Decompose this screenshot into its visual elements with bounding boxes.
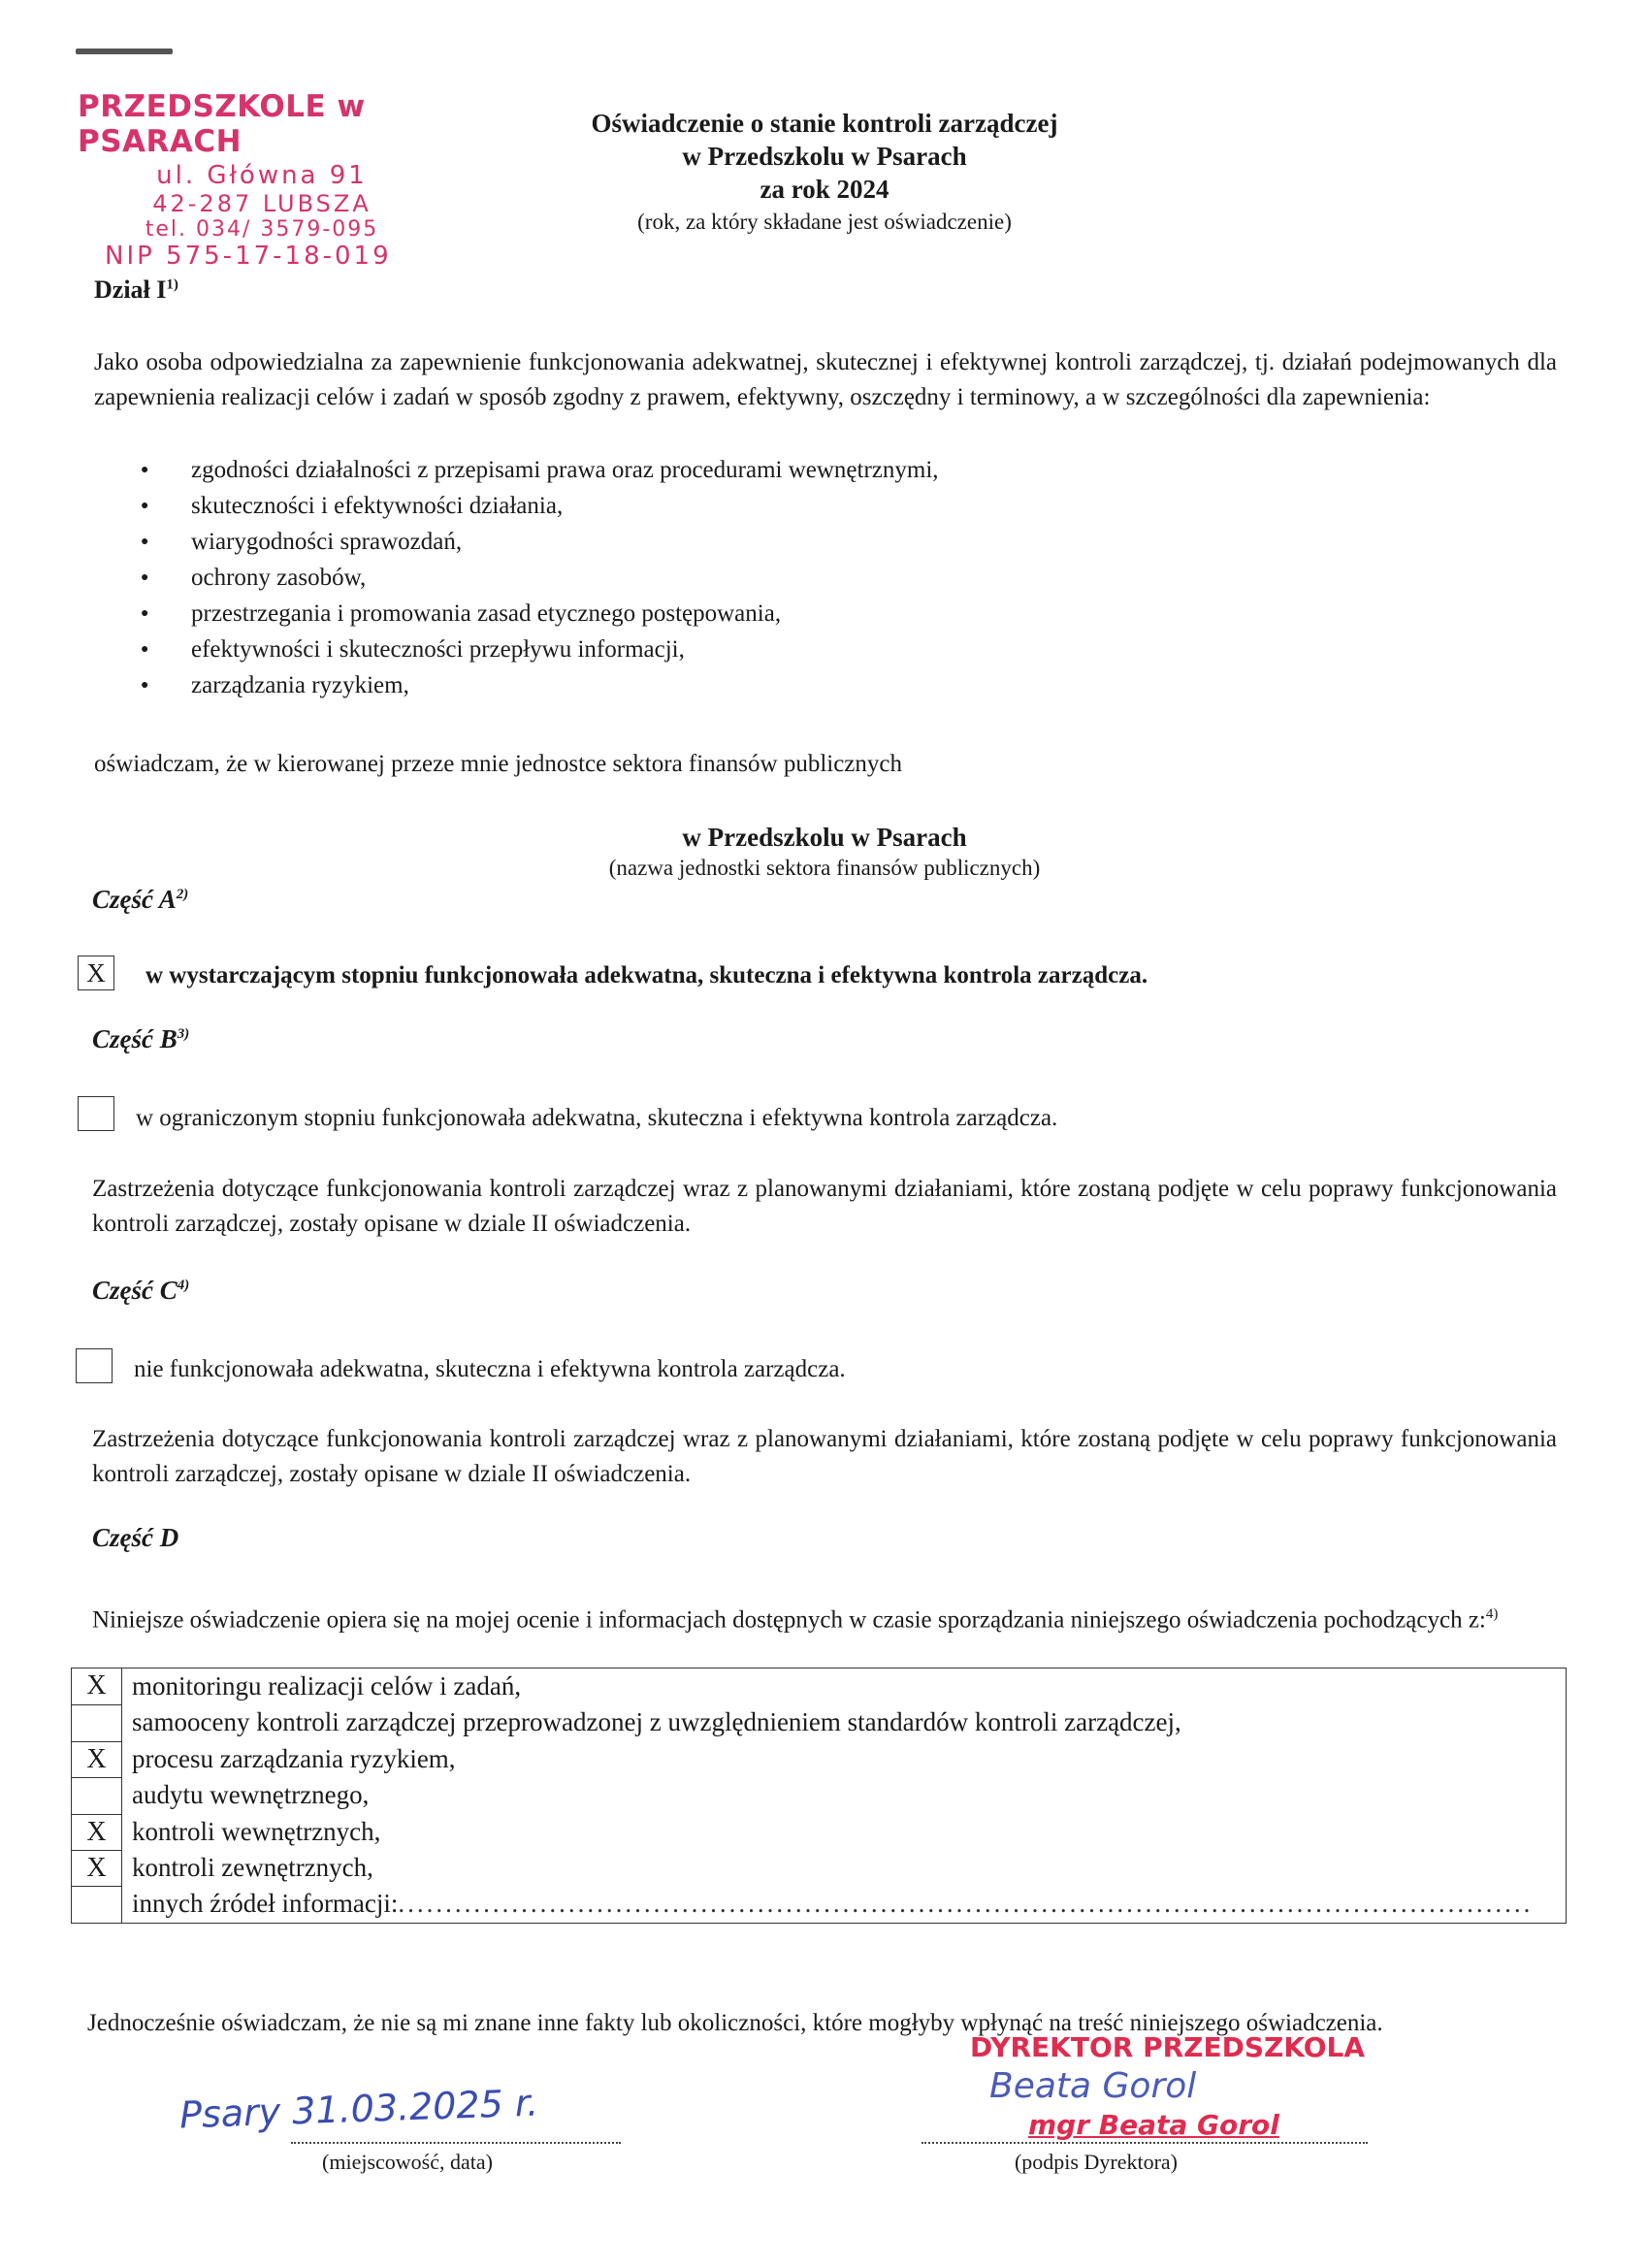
- source-checkbox[interactable]: X: [72, 1850, 122, 1886]
- closing-statement: Jednocześnie oświadczam, że nie są mi znane inne fakty lub okoliczności, które mogłyby wpłynąć na treść niniejszego oświadczenia.: [87, 2010, 1383, 2036]
- source-row: [72, 1850, 1566, 1886]
- source-row: [72, 1777, 1566, 1813]
- part-a-label-text: Część A: [92, 885, 177, 914]
- source-checkbox[interactable]: X: [72, 1814, 122, 1850]
- source-label: kontroli zewnętrznych,: [132, 1852, 373, 1882]
- source-label: kontroli wewnętrznych,: [132, 1816, 381, 1846]
- source-label-cell: [122, 1741, 456, 1777]
- source-label: audytu wewnętrznego,: [132, 1780, 370, 1810]
- section-1-label: [94, 275, 178, 305]
- director-stamp-title: DYREKTOR PRZEDSZKOLA: [970, 2031, 1366, 2063]
- source-label-cell: [122, 1704, 1181, 1740]
- source-label: procesu zarządzania ryzykiem,: [132, 1743, 456, 1773]
- source-row: [72, 1741, 1566, 1777]
- director-stamp-name: mgr Beata Gorol: [1028, 2109, 1279, 2141]
- document-title: Oświadczenie o stanie kontroli zarządczej: [591, 109, 1058, 138]
- unit-name: w Przedszkolu w Psarach: [682, 823, 967, 852]
- control-goal-item: ● zarządzania ryzykiem,: [94, 667, 1452, 703]
- part-c-checkbox[interactable]: [76, 1348, 113, 1383]
- part-b-label-text: Część B: [92, 1024, 178, 1053]
- stamp-line-city: 42-287 LUBSZA: [152, 190, 372, 217]
- director-signature-line: [922, 2142, 1368, 2144]
- part-a-text: w wystarczającym stopniu funkcjonowała adekwatna, skuteczna i efektywna kontrola zarządcza.: [146, 962, 1148, 988]
- source-label: monitoringu realizacji celów i zadań,: [132, 1671, 522, 1701]
- control-goal-item: ● wiarygodności sprawozdań,: [94, 524, 1452, 560]
- part-a-footnote: 2): [176, 887, 189, 902]
- part-b-checkbox[interactable]: [78, 1096, 114, 1131]
- scan-artifact: [76, 49, 173, 54]
- source-label: samooceny kontroli zarządczej przeprowadzonej z uwzględnieniem standardów kontroli zarządczej,: [132, 1707, 1181, 1737]
- source-label-cell: [122, 1886, 1533, 1922]
- document-header: [504, 107, 1145, 239]
- source-row: [72, 1704, 1566, 1740]
- place-date-line: [291, 2142, 621, 2144]
- part-c-label-text: Część C: [92, 1276, 178, 1305]
- source-row: [72, 1886, 1566, 1922]
- institution-stamp: [78, 89, 446, 271]
- control-goal-item: ● przestrzegania i promowania zasad etycznego postępowania,: [94, 596, 1452, 632]
- part-d-intro-text: Niniejsze oświadczenie opiera się na mojej ocenie i informacjach dostępnych w czasie sporządzania niniejszego oświadczenia pochodzących z:: [92, 1606, 1486, 1634]
- source-label-cell: [122, 1777, 369, 1813]
- director-signature-caption: (podpis Dyrektora): [1014, 2150, 1178, 2174]
- unit-name-block: [504, 821, 1145, 883]
- control-goal-item: ● zgodności działalności z przepisami prawa oraz procedurami wewnętrznymi,: [94, 452, 1452, 488]
- part-b-footnote: 3): [177, 1026, 190, 1042]
- source-row: [72, 1669, 1566, 1704]
- stamp-line-nip: NIP 575-17-18-019: [105, 242, 392, 271]
- information-sources-table: [71, 1668, 1567, 1924]
- part-c-label: [92, 1276, 189, 1306]
- source-row: [72, 1814, 1566, 1850]
- part-c-note: Zastrzeżenia dotyczące funkcjonowania kontroli zarządczej wraz z planowanymi działaniami, które zostaną podjęte w celu poprawy funkcjonowania kontroli zarządczej, zostały opisane w dziale II oświadczenia.: [92, 1426, 1557, 1487]
- part-a-label: [92, 885, 188, 915]
- unit-name-caption: (nazwa jednostki sektora finansów publicznych): [608, 856, 1041, 880]
- source-checkbox[interactable]: [72, 1886, 122, 1922]
- control-goal-item: ● efektywności i skuteczności przepływu informacji,: [94, 632, 1452, 667]
- part-b-text: w ograniczonym stopniu funkcjonowała adekwatna, skuteczna i efektywna kontrola zarządcza.: [136, 1105, 1058, 1131]
- section-1-label-text: Dział I: [94, 275, 167, 304]
- source-label-cell: [122, 1850, 373, 1886]
- section-1-intro: Jako osoba odpowiedzialna za zapewnienie funkcjonowania adekwatnej, skutecznej i efektywnej kontroli zarządczej, tj. działań podejmowanych dla zapewnienia realizacji celów i zadań w sposób zgodny z prawem, efektywny, oszczędny i terminowy, a w szczególności dla zapewnienia:: [94, 349, 1557, 410]
- part-d-footnote: 4): [1485, 1606, 1499, 1622]
- part-d-intro: [92, 1597, 1499, 1637]
- source-label: innych źródeł informacji:: [132, 1889, 399, 1919]
- part-d-label: Część D: [92, 1523, 179, 1552]
- part-a-checkbox[interactable]: X: [78, 956, 114, 990]
- stamp-line-name: PRZEDSZKOLE w PSARACH: [78, 89, 366, 159]
- handwritten-place-date: Psary 31.03.2025 r.: [178, 2081, 539, 2137]
- document-subtitle: (rok, za który składane jest oświadczenie): [637, 210, 1012, 234]
- document-title-year: za rok 2024: [760, 175, 889, 204]
- control-goal-item: ● skuteczności i efektywności działania,: [94, 488, 1452, 524]
- declaration-text: oświadczam, że w kierowanej przeze mnie jednostce sektora finansów publicznych: [94, 751, 902, 777]
- stamp-line-phone: tel. 034/ 3579-095: [145, 217, 379, 242]
- section-1-footnote: 1): [166, 276, 178, 293]
- fill-in-dots[interactable]: ........................................................................................................................: [398, 1889, 1534, 1919]
- part-c-footnote: 4): [177, 1278, 190, 1293]
- source-checkbox[interactable]: [72, 1777, 122, 1813]
- source-label-cell: [122, 1814, 380, 1850]
- source-label-cell: [122, 1669, 521, 1704]
- source-checkbox[interactable]: X: [72, 1669, 122, 1704]
- control-goal-item: ● ochrony zasobów,: [94, 560, 1452, 596]
- source-checkbox[interactable]: X: [72, 1741, 122, 1777]
- source-checkbox[interactable]: [72, 1704, 122, 1740]
- part-c-text: nie funkcjonowała adekwatna, skuteczna i efektywna kontrola zarządcza.: [134, 1356, 846, 1382]
- place-date-caption: (miejscowość, data): [322, 2150, 493, 2174]
- control-goals-list: [94, 452, 1452, 703]
- director-handwritten-signature: Beata Gorol: [989, 2066, 1197, 2106]
- part-b-note: Zastrzeżenia dotyczące funkcjonowania kontroli zarządczej wraz z planowanymi działaniami, które zostaną podjęte w celu poprawy funkcjonowania kontroli zarządczej, zostały opisane w dziale II oświadczenia.: [92, 1176, 1557, 1237]
- part-b-label: [92, 1024, 189, 1054]
- stamp-line-street: ul. Główna 91: [156, 161, 368, 190]
- document-title-unit: w Przedszkolu w Psarach: [682, 142, 967, 171]
